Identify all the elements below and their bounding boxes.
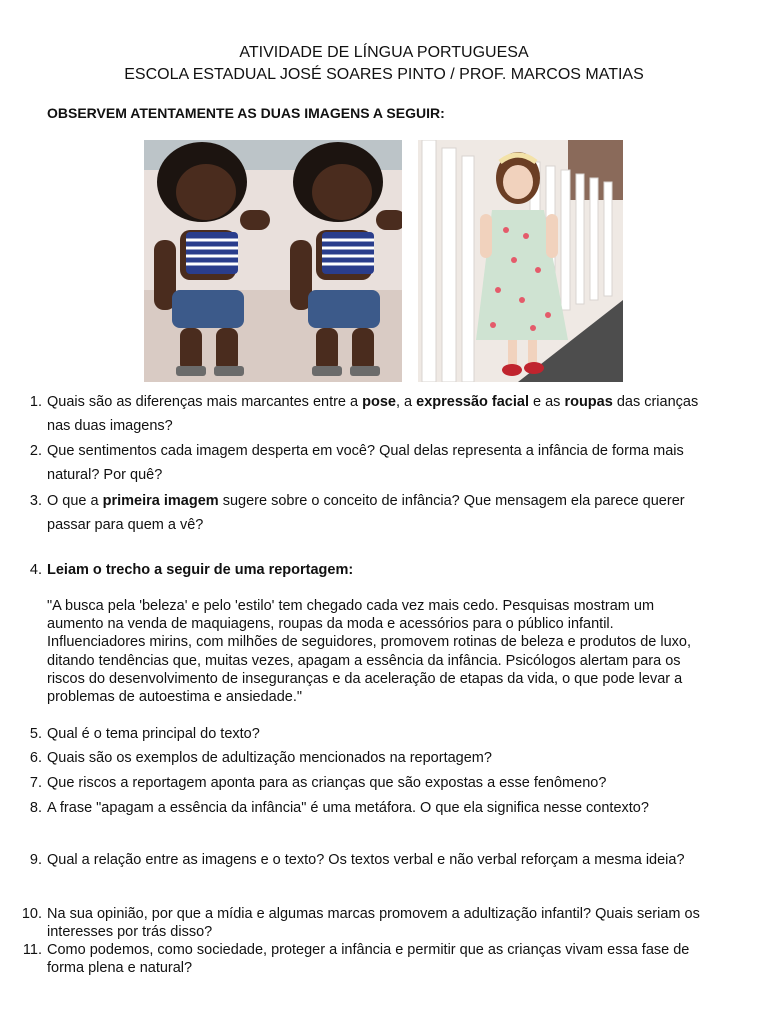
question-text: Como podemos, como sociedade, proteger a infância e permitir que as crianças vivam essa fase de forma plena e natural? xyxy=(47,942,690,976)
question-6 xyxy=(20,746,720,770)
question-number: 8. xyxy=(29,800,42,816)
text-segment: O que a xyxy=(47,493,103,509)
question-text: Qual é o tema principal do texto? xyxy=(47,726,260,742)
question-text: Qual a relação entre as imagens e o texto? Os textos verbal e não verbal reforçam a mesma ideia? xyxy=(47,852,685,868)
header-title: ATIVIDADE DE LÍNGUA PORTUGUESA xyxy=(239,44,529,61)
question-5 xyxy=(20,722,720,746)
question-number: 2. xyxy=(29,443,42,459)
question-11 xyxy=(20,941,720,977)
question-number: 10. xyxy=(21,906,42,922)
question-text: Que sentimentos cada imagem desperta em você? Qual delas representa a infância de forma mais natural? Por quê? xyxy=(47,443,684,483)
question-number: 6. xyxy=(29,750,42,766)
photo-toddler-crop-top xyxy=(144,140,402,382)
question-10 xyxy=(20,905,720,941)
question-number: 7. xyxy=(29,775,42,791)
question-number: 9. xyxy=(29,852,42,868)
question-number: 3. xyxy=(29,493,42,509)
news-excerpt: "A busca pela 'beleza' e pelo 'estilo' tem chegado cada vez mais cedo. Pesquisas mostram um aumento na venda de maquiagens, roupas da moda e acessórios para o público infantil. Influenciadores mirins, com milhões de seguidores, promovem rotinas de beleza e produtos de luxo, ditando tendências que, muitas vezes, apagam a essência da infância. Psicólogos alertam para os riscos do desenvolvimento de inseguranças e da aceleração de etapas da vida, o que pode levar a problemas de autoestima e ansiedade." xyxy=(47,598,691,706)
question-1 xyxy=(20,390,720,438)
question-text: A frase "apagam a essência da infância" é uma metáfora. O que ela significa nesse contexto? xyxy=(47,800,649,816)
question-2 xyxy=(20,439,720,487)
bold-term: roupas xyxy=(564,394,613,410)
question-text: Leiam o trecho a seguir de uma reportagem: xyxy=(47,562,354,578)
question-text: Que riscos a reportagem aponta para as crianças que são expostas a esse fenômeno? xyxy=(47,775,607,791)
question-8 xyxy=(20,796,720,820)
question-number: 4. xyxy=(29,562,42,578)
question-text: Na sua opinião, por que a mídia e algumas marcas promovem a adultização infantil? Quais seriam os interesses por trás disso? xyxy=(47,906,700,940)
question-3 xyxy=(20,489,720,537)
photo-girl-floral-dress xyxy=(418,140,623,382)
question-text xyxy=(47,489,712,537)
question-text xyxy=(47,390,712,438)
bold-term: primeira imagem xyxy=(102,493,219,509)
text-segment: e as xyxy=(528,394,565,410)
question-4 xyxy=(20,558,720,582)
question-number: 5. xyxy=(29,726,42,742)
instruction: OBSERVEM ATENTAMENTE AS DUAS IMAGENS A SEGUIR: xyxy=(47,105,445,121)
question-9 xyxy=(20,851,720,887)
question-7 xyxy=(20,771,720,795)
question-number: 1. xyxy=(29,394,42,410)
question-number: 11. xyxy=(22,942,42,958)
bold-term: expressão facial xyxy=(416,394,529,410)
question-text: Quais são os exemplos de adultização mencionados na reportagem? xyxy=(47,750,492,766)
bold-term: pose xyxy=(362,394,396,410)
text-segment: Quais são as diferenças mais marcantes entre a xyxy=(47,394,363,410)
text-segment: , a xyxy=(395,394,417,410)
text-segment: sugere sobre o conceito de infância? Que mensagem ela parece querer passar para quem a vê? xyxy=(47,493,685,533)
text-segment: das crianças nas duas imagens? xyxy=(47,394,699,434)
header-school: ESCOLA ESTADUAL JOSÉ SOARES PINTO / PROF. MARCOS MATIAS xyxy=(124,66,644,83)
